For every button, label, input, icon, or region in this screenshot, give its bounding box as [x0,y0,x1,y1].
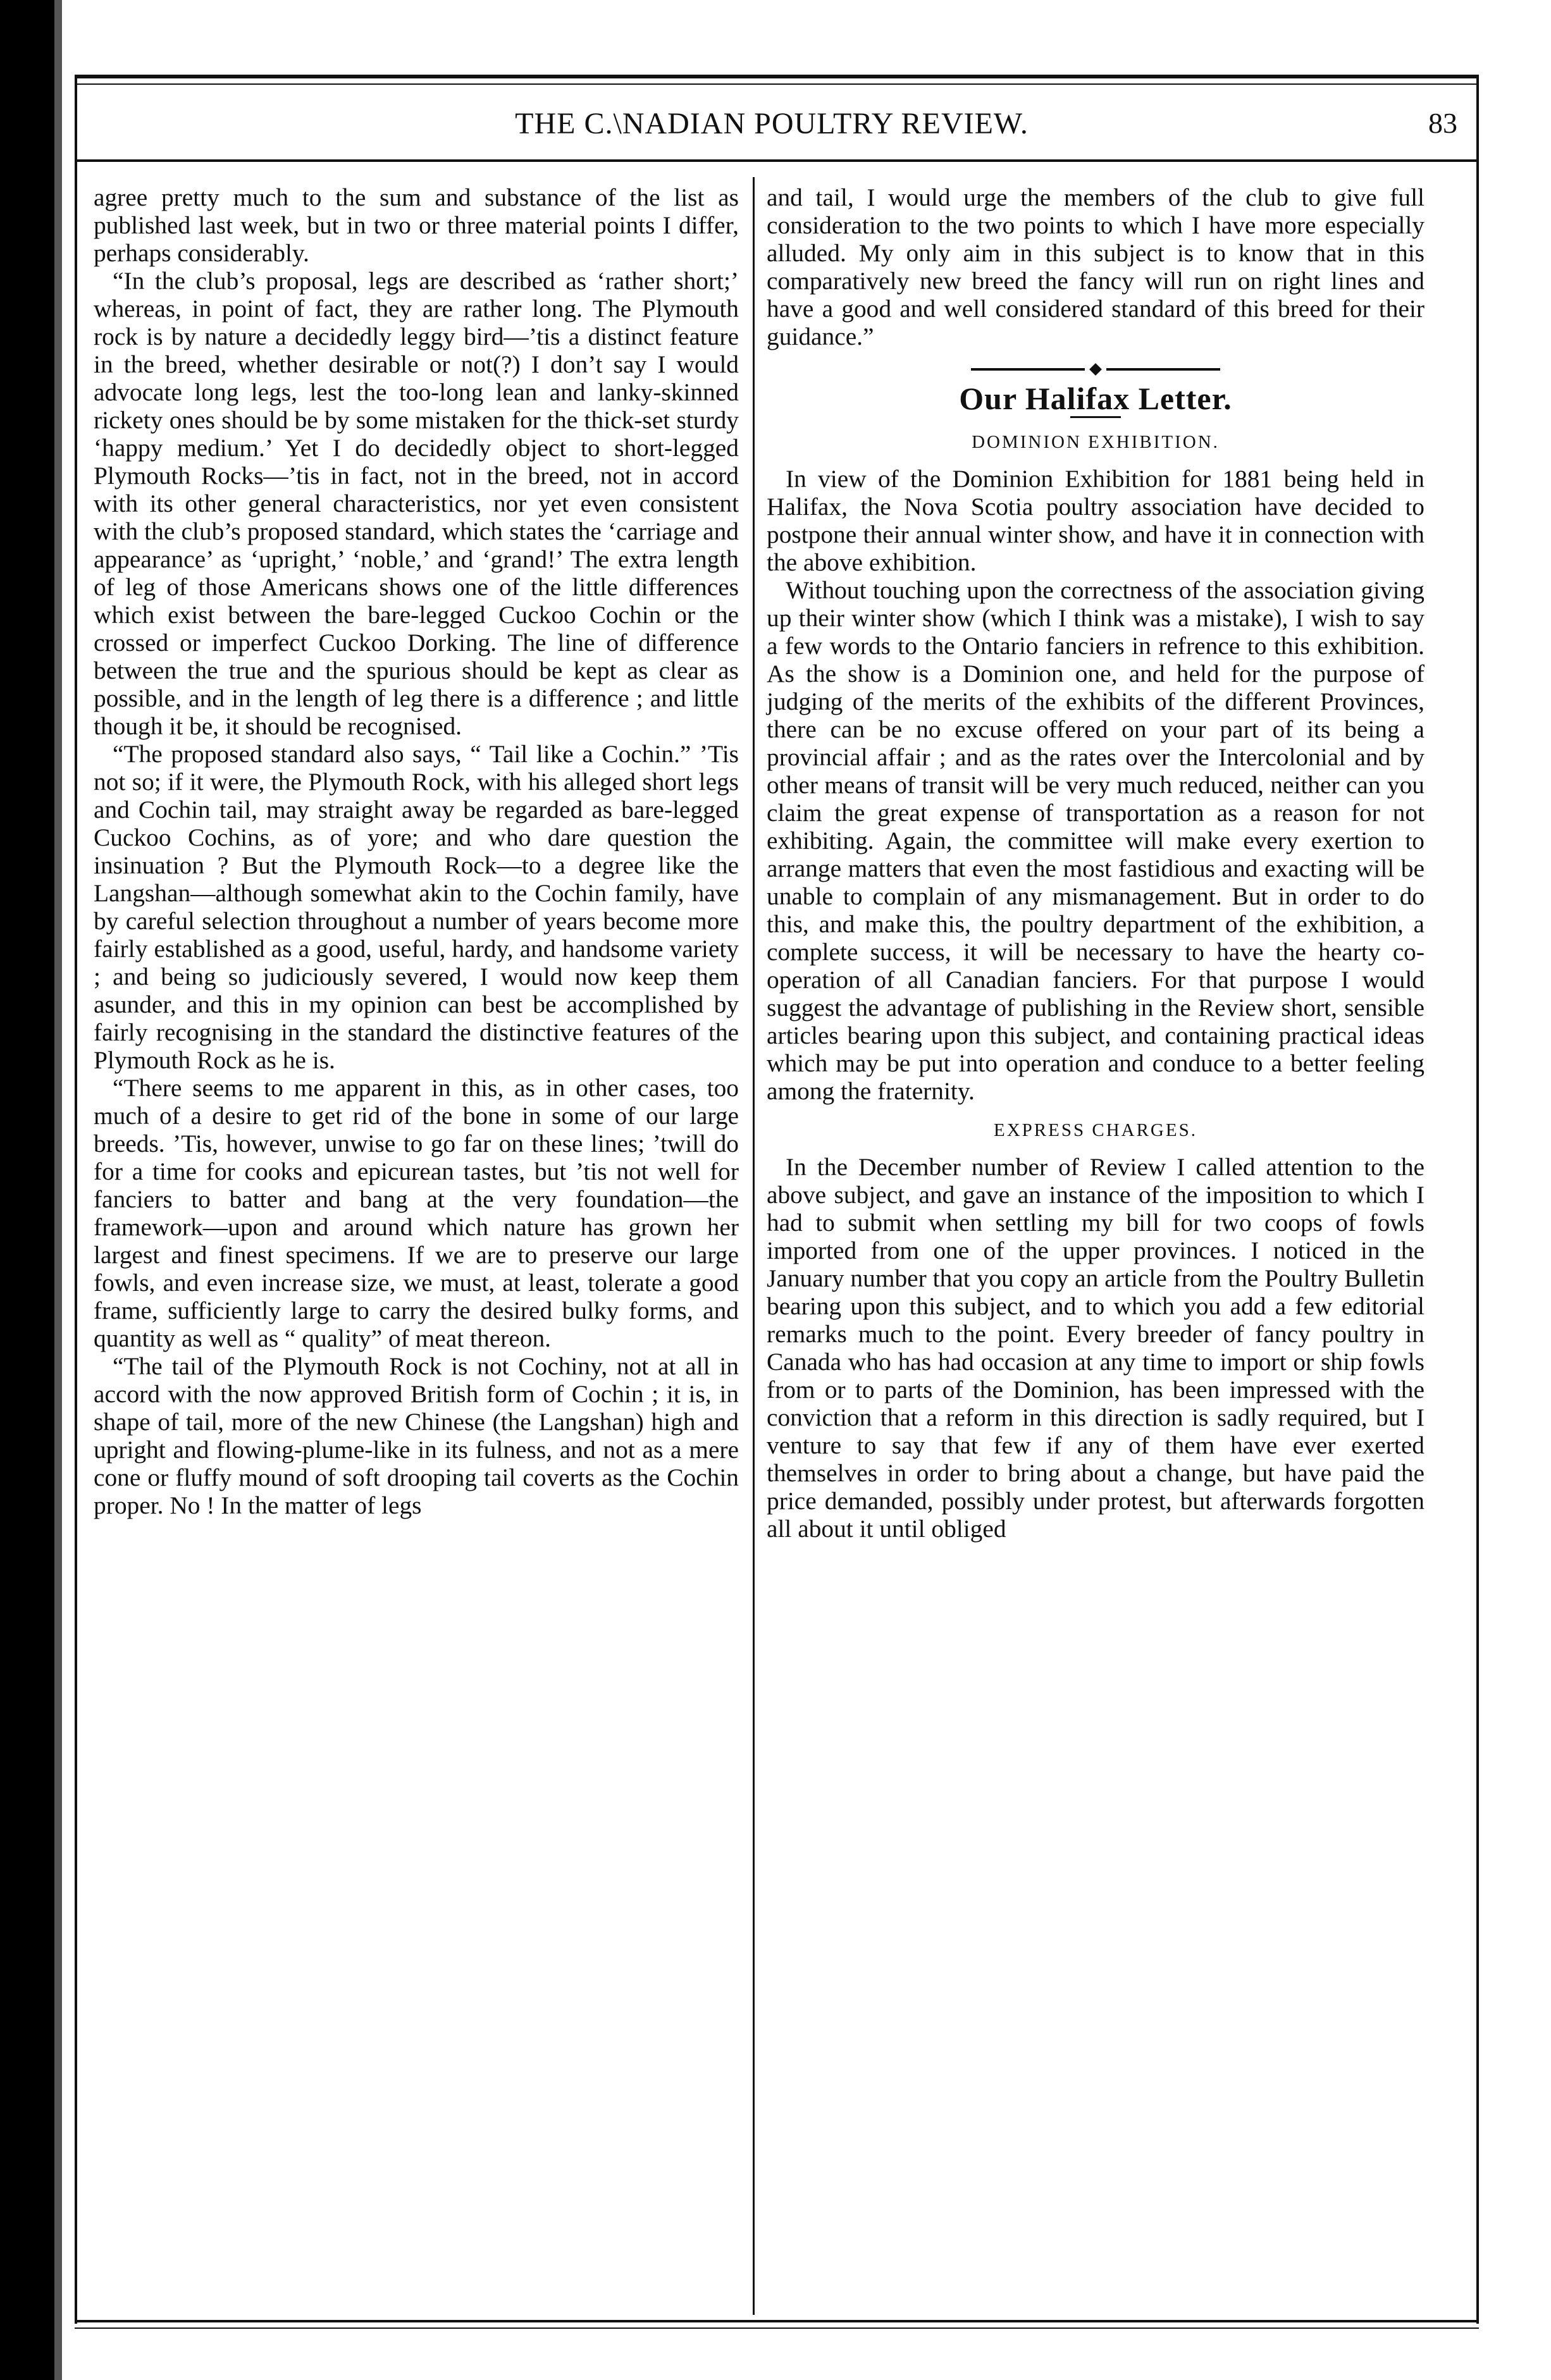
page-spine-shadow [54,0,62,2380]
left-margin-rule [75,75,77,2324]
column-divider [753,177,755,2315]
left-column [94,183,739,1519]
right-margin-rule [1476,75,1479,2324]
right-column [767,183,1424,1543]
header-rule-top-thin [75,83,1479,85]
header-rule-top [75,75,1479,78]
paragraph: In the December number of Review I called attention to the above subject, and gave an instance of the imposition to which I had to submit when settling my bill for two coops of fowls imported from one of the upper provinces. I noticed in the January number that you copy an article from the Poultry Bulletin bearing upon this subject, and to which you add a few editorial remarks much to the point. Every breeder of fancy poultry in Canada who has had occasion at any time to import or ship fowls from or to parts of the Dominion, has been impressed with the conviction that a reform in this direction is sadly required, but I venture to say that few if any of them have ever exerted themselves in order to bring about a change, but have paid the price demanded, possibly under protest, but afterwards forgotten all about it until obliged [767,1153,1424,1543]
paragraph: Without touching upon the correctness of the association giving up their winter show (which I think was a mistake), I wish to say a few words to the Ontario fanciers in refrence to this exhibition. As the show is a Dominion one, and held for the purpose of judging of the merits of the exhibits of the different Provinces, there can be no excuse offered on your part of its being a provincial affair ; and as the rates over the Intercolonial and by other means of transit will be very much reduced, neither can you claim the great expense of transportation as a reason for not exhibiting. Again, the committee will make every exertion to arrange matters that even the most fastidious and exacting will be unable to complain of any mismanagement. But in order to do this, and make this, the poultry department of the exhibition, a complete success, it will be necessary to have the hearty co-operation of all Canadian fanciers. For that purpose I would suggest the advantage of publishing in the Review short, sensible articles bearing upon this subject, and containing practical ideas which may be put into operation and conduce to a better feeling among the fraternity. [767,576,1424,1105]
page-number: 83 [1428,107,1457,139]
paragraph: agree pretty much to the sum and substance of the list as published last week, but in two or three material points I differ, perhaps considerably. [94,183,739,267]
running-head-title: THE C.\NADIAN POULTRY REVIEW. [515,107,1029,140]
section-divider-ornament [767,366,1424,373]
article-title: Our Halifax Letter. [959,381,1232,416]
paragraph: “The tail of the Plymouth Rock is not Cochiny, not at all in accord with the now approved British form of Cochin ; it is, in shape of tail, more of the new Chinese (the Langshan) high and upright and flowing-plume-like in its fulness, and not as a mere cone or fluffy mound of soft drooping tail coverts as the Cochin proper. No ! In the matter of legs [94,1352,739,1519]
paragraph: “The proposed standard also says, “ Tail like a Cochin.” ’Tis not so; if it were, the Plymouth Rock, with his alleged short legs and Cochin tail, may straight away be regarded as bare-legged Cuckoo Cochins, as of yore; and who dare question the insinuation ? But the Plymouth Rock—to a degree like the Langshan—although somewhat akin to the Cochin family, have by careful selection throughout a number of years become more fairly established as a good, useful, hardy, and handsome variety ; and being so judiciously severed, I would now keep them asunder, and this in my opinion can best be accomplished by fairly recognising in the standard the distinctive features of the Plymouth Rock as he is. [94,740,739,1074]
header-rule-bottom [75,159,1479,162]
title-underline [1070,416,1121,418]
paragraph: “In the club’s proposal, legs are described as ‘rather short;’ whereas, in point of fact, they are rather long. The Plymouth rock is by nature a decidedly leggy bird—’tis a distinct feature in the breed, whether desirable or not(?) I don’t say I would advocate long legs, lest the too-long lean and lanky-skinned rickety ones should be by some mistaken for the thick-set sturdy ‘happy medium.’ Yet I do decidedly object to short-legged Plymouth Rocks—’tis in fact, not in the breed, not in accord with its other general characteristics, nor yet even consistent with the club’s proposed standard, which states the ‘carriage and appearance’ as ‘upright,’ ‘noble,’ and ‘grand!’ The extra length of leg of those Americans shows one of the little differences which exist between the bare-legged Cuckoo Cochin or the crossed or imperfect Cuckoo Dorking. The line of difference between the true and the spurious should be kept as clear as possible, and in the length of leg there is a difference ; and little though it be, it should be recognised. [94,267,739,740]
footer-rule-thin [75,2328,1479,2329]
section-heading: DOMINION EXHIBITION. [972,432,1220,452]
paragraph: and tail, I would urge the members of the club to give full consideration to the two points to which I have more especially alluded. My only aim in this subject is to know that in this comparatively new breed the fancy will run on right lines and have a good and well considered standard of this breed for their guidance.” [767,183,1424,350]
section-heading: EXPRESS CHARGES. [994,1120,1197,1140]
page-spine-edge [0,0,54,2380]
paragraph: “There seems to me apparent in this, as in other cases, too much of a desire to get rid of the bone in some of our large breeds. ’Tis, however, unwise to go far on these lines; ’twill do for a time for cooks and epicurean tastes, but ’tis not well for fanciers to batter and bang at the very foundation—the framework—upon and around which nature has grown her largest and finest specimens. If we are to preserve our large fowls, and even increase size, we must, at least, tolerate a good frame, sufficiently large to carry the desired bulky forms, and quantity as well as “ quality” of meat thereon. [94,1074,739,1352]
footer-rule [75,2320,1479,2322]
paragraph: In view of the Dominion Exhibition for 1881 being held in Halifax, the Nova Scotia poultry association have decided to postpone their annual winter show, and have it in connection with the above exhibition. [767,465,1424,576]
